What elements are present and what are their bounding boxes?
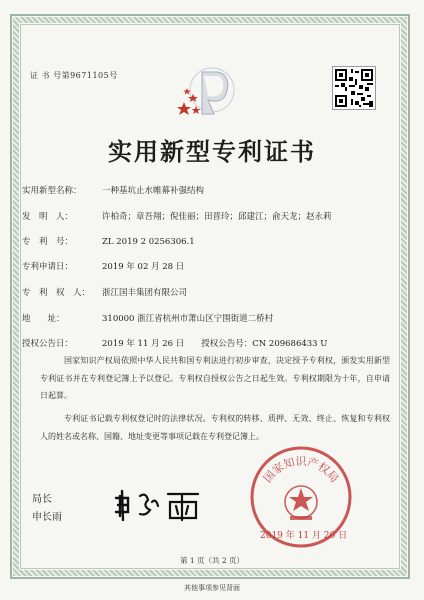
field-value: 310000 浙江省杭州市萧山区宁围街道二桥村 — [102, 314, 274, 324]
svg-text:国家知识产权局 — [261, 454, 341, 484]
certificate-title: 实用新型专利证书 — [108, 137, 316, 166]
grant-statement-paragraph: 国家知识产权局依照中华人民共和国专利法进行初步审查，决定授予专利权，颁发实用新型专利证书并在专利登记簿上予以登记。专利权自授权公告之日起生效。专利权期限为十年，自申请日起算。 — [40, 356, 390, 400]
field-inventors — [22, 210, 332, 222]
field-label: 专利申请日： — [22, 262, 74, 272]
qr-code-icon — [332, 66, 376, 110]
footer-note: 其他事项参见背面 — [184, 584, 240, 592]
field-value: 浙江国丰集团有限公司 — [102, 288, 188, 298]
field-label: 地 址： — [22, 314, 65, 324]
field-label: 发 明 人： — [22, 212, 74, 222]
signatory-name: 申长雨 — [32, 512, 62, 523]
field-value: 2019 年 11 月 26 日 授权公告号：CN 209686433 U — [102, 339, 328, 349]
signatory-title: 局长 — [32, 494, 52, 505]
seal-date: 2019 年 11 月 26 日 — [260, 531, 348, 541]
field-application-date — [22, 260, 184, 272]
cnipa-emblem-icon — [174, 66, 244, 122]
field-grant-date — [22, 337, 327, 349]
page-number: 第 1 页（共 2 页） — [179, 556, 245, 565]
field-label: 专 利 权 人： — [22, 288, 91, 298]
field-label: 授权公告日： — [22, 339, 74, 349]
field-utility-model-name — [22, 184, 204, 196]
field-patentee — [22, 286, 187, 298]
field-value: ZL 2019 2 0256306.1 — [102, 237, 195, 247]
certificate-number: 证 书 号第9671105号 — [30, 71, 118, 80]
field-value: 2019 年 02 月 28 日 — [102, 262, 185, 272]
seal-text: 国家知识产权局 — [260, 455, 342, 485]
field-value: 一种基坑止水帷幕补强结构 — [102, 186, 205, 196]
field-label: 实用新型名称： — [22, 186, 82, 196]
handwritten-signature — [112, 486, 212, 524]
field-value: 许柏奇；章吾翔；倪佳丽；田晋玲；邱建江；俞天龙；赵永莉 — [102, 212, 332, 222]
legal-status-paragraph: 专利证书记载专利权登记时的法律状况。专利权的转移、质押、无效、终止、恢复和专利权人的姓名或名称、国籍、地址变更等事项记载在专利登记簿上。 — [40, 414, 390, 441]
field-patent-number — [22, 235, 195, 247]
field-address — [22, 312, 273, 324]
field-label: 专 利 号： — [22, 237, 74, 247]
